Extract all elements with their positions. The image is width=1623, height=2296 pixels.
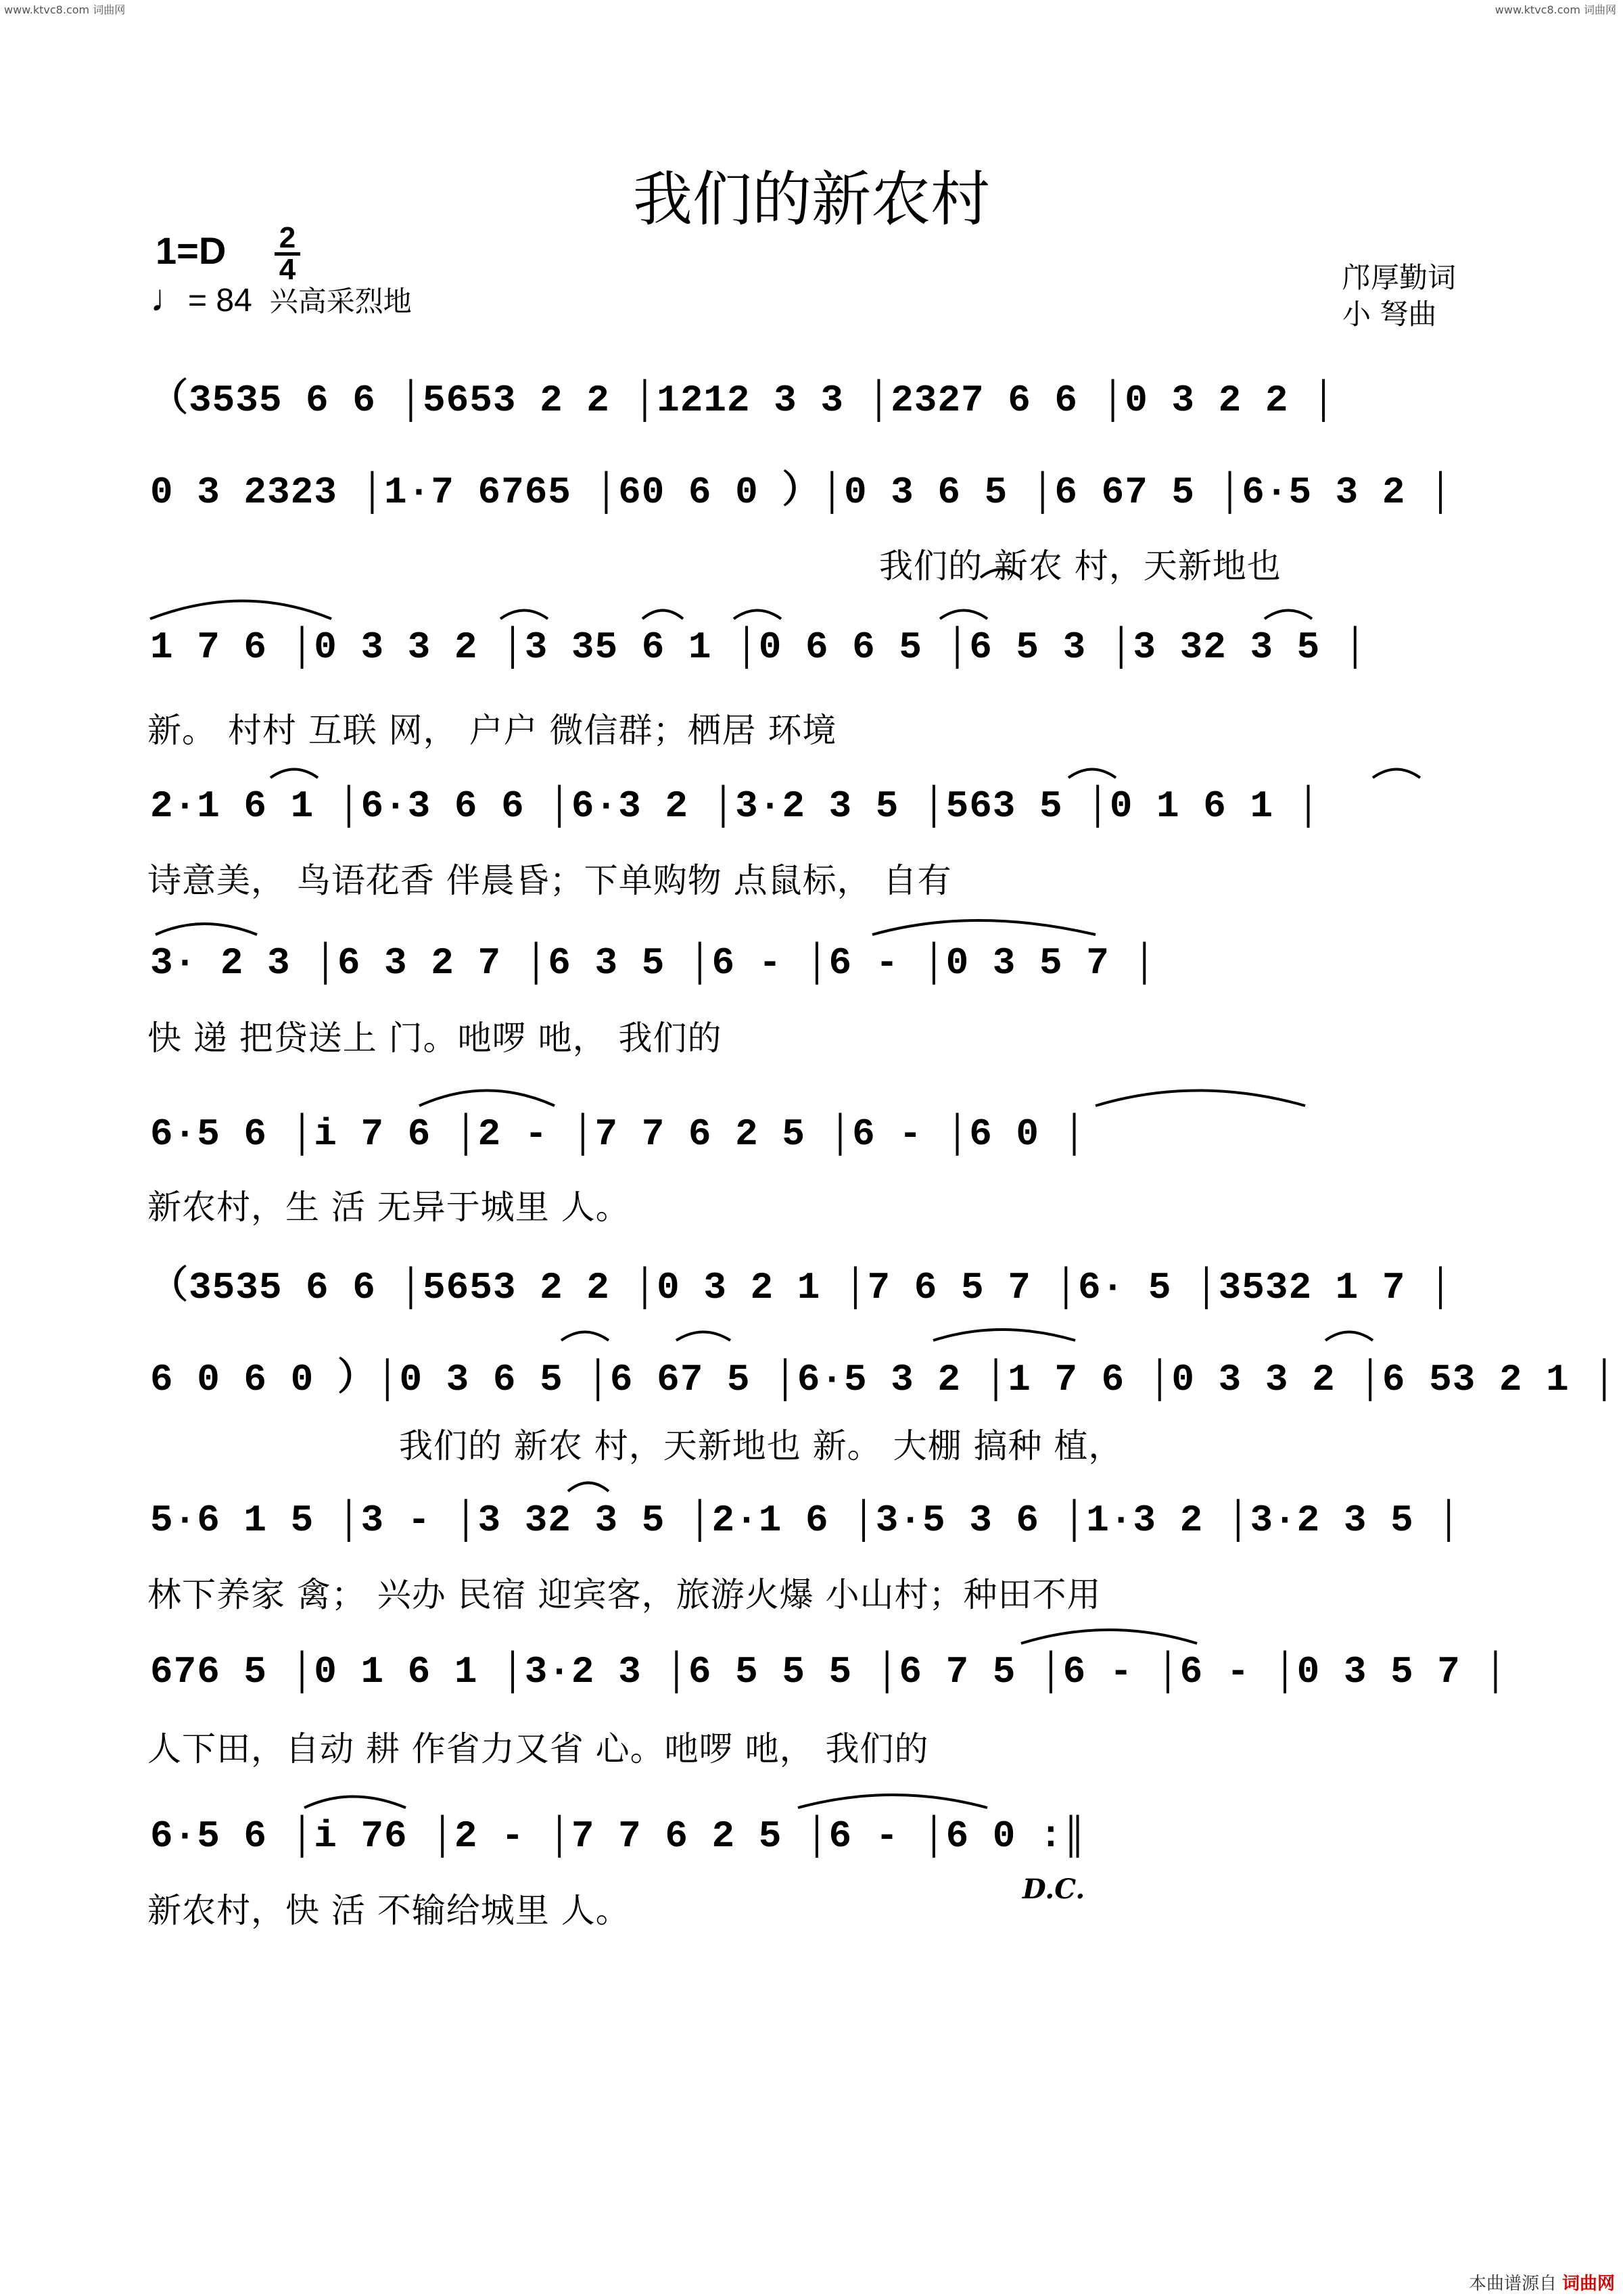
slur-arc (500, 611, 548, 619)
score-notes-line: 2·1 6 1 │6·3 6 6 │6·3 2 │3·2 3 5 │563 5 │0 1 6 1 │ (150, 784, 1321, 828)
slur-arc (568, 1483, 609, 1492)
slur-arc (1096, 1091, 1305, 1106)
score-notes-line: 6·5 6 │i 76 │2 - │7 7 6 2 5 │6 - │6 0 :║ (150, 1814, 1087, 1858)
slur-arc (1021, 1630, 1197, 1643)
score-notes-line: 5·6 1 5 │3 - │3 32 3 5 │2·1 6 │3·5 3 6 │1·3 2 │3·2 3 5 │ (150, 1499, 1461, 1542)
lyrics-line: 人下田，自动 耕 作省力又省 心。吔啰 吔， 我们的 (147, 1729, 929, 1768)
lyricist-credit: 邝厚勤词 (1342, 261, 1457, 294)
slur-arc (419, 1091, 555, 1106)
slur-arc (1325, 1332, 1373, 1341)
slur-arc (798, 1795, 987, 1808)
slur-arc (642, 611, 683, 619)
score-notes-line: 6·5 6 │i 7 6 │2 - │7 7 6 2 5 │6 - │6 0 │ (150, 1112, 1087, 1156)
time-signature-top: 2 (279, 221, 296, 254)
slur-arc (933, 1330, 1075, 1340)
source-footer (1469, 2270, 1615, 2295)
lyrics-line: 新农村，生 活 无异于城里 人。 (147, 1188, 630, 1227)
tempo-marking (150, 276, 412, 320)
slur-arc (1373, 770, 1420, 778)
slur-arc (734, 611, 781, 619)
score-notes-line: 676 5 │0 1 6 1 │3·2 3 │6 5 5 5 │6 7 5 │6 - │6 - │0 3 5 7 │ (150, 1650, 1508, 1693)
slur-arc (150, 601, 331, 619)
score-notes-line: 3· 2 3 │6 3 2 7 │6 3 5 │6 - │6 - │0 3 5 7 │ (150, 941, 1157, 985)
score-notes-line: （3535 6 6 │5653 2 2 │0 3 2 1 │7 6 5 7 │6· 5 │3532 1 7 │ (150, 1266, 1453, 1309)
lyrics-line: 诗意美， 鸟语花香 伴晨昏；下单购物 点鼠标， 自有 (147, 861, 952, 900)
time-signature-bottom: 4 (279, 253, 296, 286)
lyrics-line: 林下养家 禽； 兴办 民宿 迎宾客，旅游火爆 小山村；种田不用 (147, 1575, 1102, 1614)
lyrics-line: 新农村，快 活 不输给城里 人。 (147, 1891, 630, 1930)
lyrics-line: 我们的 新农 村，天新地也 (879, 546, 1281, 586)
slur-arc (1068, 770, 1116, 778)
slur-arc (940, 611, 987, 619)
slur-arc (1265, 611, 1312, 619)
score-notes-line: 1 7 6 │0 3 3 2 │3 35 6 1 │0 6 6 5 │6 5 3 │3 32 3 5 │ (150, 626, 1367, 669)
lyrics-line: 快 递 把贷送上 门。吔啰 吔， 我们的 (147, 1018, 722, 1058)
slur-arc (270, 770, 318, 778)
score-notes-line: 0 3 2323 │1·7 6765 │60 6 0 ）│0 3 6 5 │6 67 5 │6·5 3 2 │ (150, 471, 1453, 514)
lyrics-line: 新。 村村 互联 网， 户户 微信群；栖居 环境 (147, 711, 837, 750)
slur-arc (872, 920, 1096, 935)
slur-arc (561, 1332, 609, 1341)
score-notes-line: （3535 6 6 │5653 2 2 │1212 3 3 │2327 6 6 │0 3 2 2 │ (150, 379, 1336, 422)
footer-brand-logo[interactable]: 词曲网 (1561, 2274, 1615, 2294)
composer-credit: 小 弩曲 (1342, 298, 1437, 331)
expression-marking: 兴高采烈地 (269, 285, 412, 317)
slur-arc (156, 924, 257, 935)
watermark-top-right: www.ktvc8.com 词曲网 (1495, 3, 1616, 16)
tempo-value: = 84 (188, 283, 252, 319)
score-notes-line: 6 0 6 0 ）│0 3 6 5 │6 67 5 │6·5 3 2 │1 7 6 │0 3 3 2 │6 53 2 1 │ (150, 1358, 1616, 1401)
lyrics-line: 我们的 新农 村，天新地也 新。 大棚 搞种 植， (399, 1426, 1123, 1466)
footer-site-text: 本曲谱源自 (1468, 2274, 1557, 2294)
song-title: 我们的新农村 (632, 164, 990, 234)
slur-arc (304, 1797, 406, 1808)
watermark-top-left: www.ktvc8.com 词曲网 (4, 3, 126, 16)
da-capo-marking: D.C. (1022, 1873, 1085, 1905)
key-signature: 1=D (156, 229, 227, 272)
quarter-note-icon: ♩ (150, 277, 188, 319)
slur-arc (676, 1332, 730, 1341)
time-signature (270, 221, 304, 286)
